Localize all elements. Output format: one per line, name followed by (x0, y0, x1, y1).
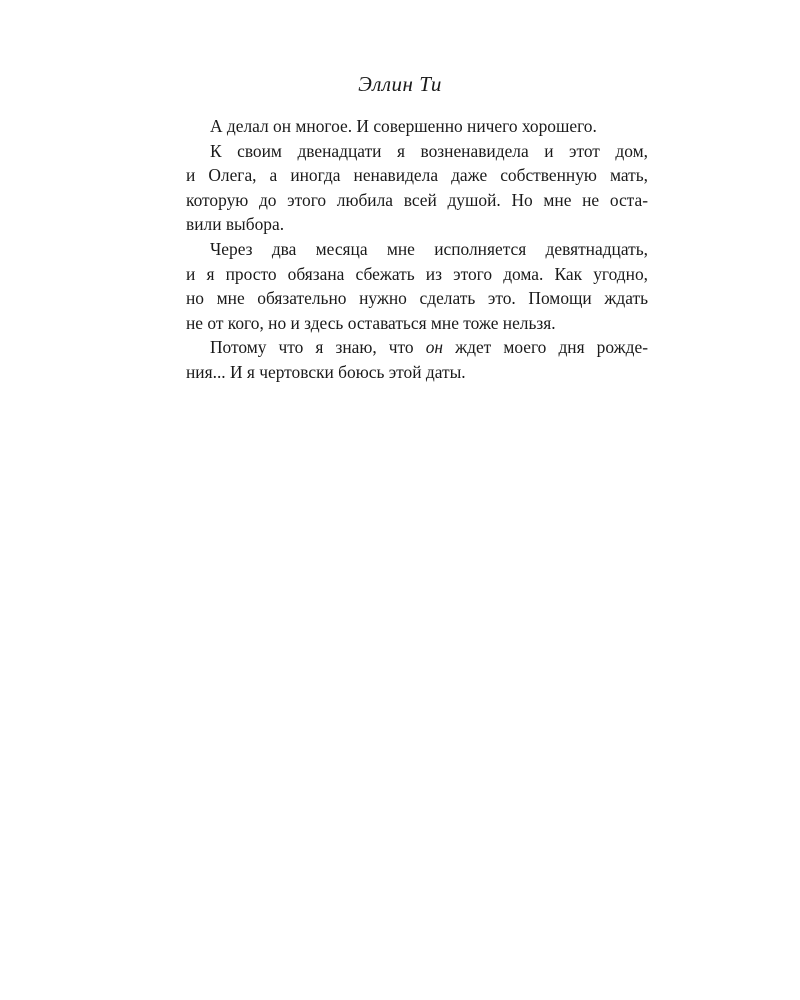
text-fragment: ждет моего дня рожде- (443, 337, 648, 358)
text-line: но мне обязательно нужно сделать это. Помощи ждать (186, 288, 648, 309)
text-line: не от кого, но и здесь оставаться мне тоже нельзя. (186, 312, 556, 333)
text-line-with-emphasis (186, 335, 648, 360)
text-line: и я просто обязана сбежать из этого дома. Как угодно, (186, 263, 648, 284)
text-line: ния... И я чертовски боюсь этой даты. (186, 361, 466, 382)
text-line: которую до этого любила всей душой. Но мне не оста- (186, 189, 648, 210)
text-fragment: Потому что я знаю, что (210, 337, 426, 358)
text-line: А делал он многое. И совершенно ничего хорошего. (210, 116, 597, 136)
text-line: Через два месяца мне исполняется девятнадцать, (210, 238, 648, 259)
text-line: вили выбора. (186, 214, 285, 235)
emphasized-word: он (425, 337, 444, 358)
text-line: и Олега, а иногда ненавидела даже собственную мать, (186, 165, 648, 186)
body-text (186, 114, 648, 385)
running-head-author: Эллин Ти (358, 72, 442, 96)
text-line: К своим двенадцати я возненавидела и этот дом, (210, 140, 648, 161)
